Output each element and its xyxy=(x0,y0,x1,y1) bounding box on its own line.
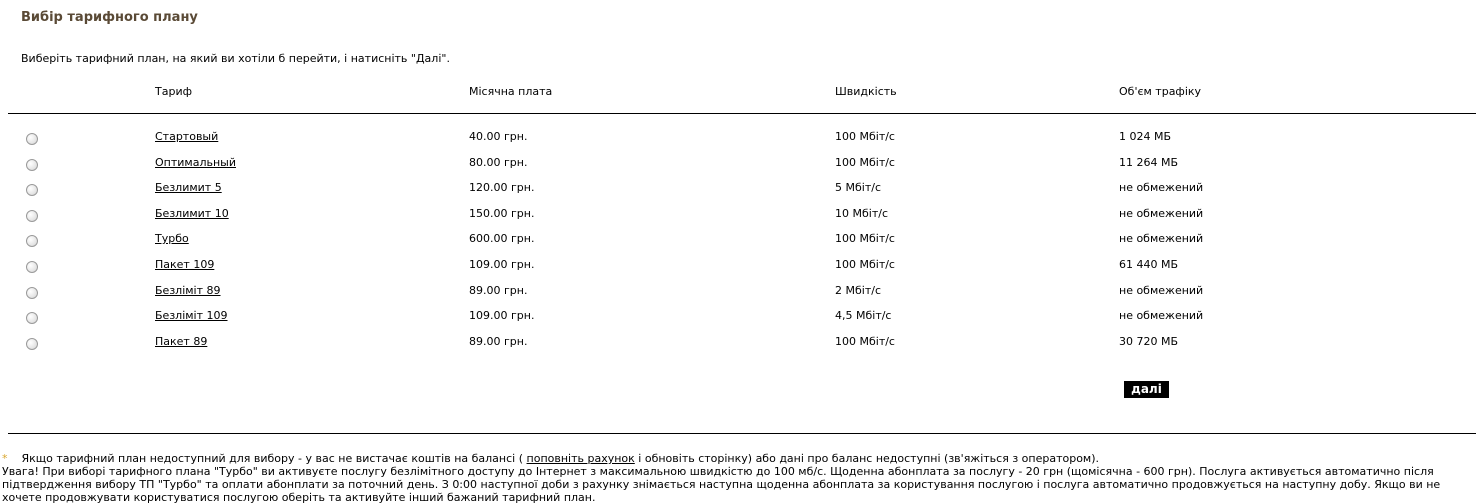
monthly-fee: 40.00 грн. xyxy=(469,130,528,143)
balance-note-text: Якщо тарифний план недоступний для вибору - у вас не вистачає коштів на балансі ( xyxy=(21,452,524,465)
tariff-row xyxy=(0,128,1483,148)
column-header-plan: Тариф xyxy=(155,85,192,98)
monthly-fee: 89.00 грн. xyxy=(469,335,528,348)
balance-note xyxy=(2,452,1472,465)
speed: 4,5 Мбіт/с xyxy=(835,309,892,322)
top-up-link[interactable]: поповніть рахунок xyxy=(526,452,635,465)
tariff-row xyxy=(0,205,1483,225)
monthly-fee: 109.00 грн. xyxy=(469,258,535,271)
tariff-name-link[interactable]: Безліміт 109 xyxy=(155,309,228,322)
tariff-radio[interactable] xyxy=(26,159,38,171)
tariff-row xyxy=(0,230,1483,250)
monthly-fee: 150.00 грн. xyxy=(469,207,535,220)
tariff-name-link[interactable]: Пакет 89 xyxy=(155,335,208,348)
column-header-monthly-fee: Місячна плата xyxy=(469,85,553,98)
speed: 10 Мбіт/с xyxy=(835,207,888,220)
balance-note-text-end: і обновіть сторінку) або дані про баланс недоступні (зв'яжіться з оператором). xyxy=(638,452,1100,465)
tariff-name-link[interactable]: Оптимальный xyxy=(155,156,236,169)
speed: 100 Мбіт/с xyxy=(835,232,895,245)
monthly-fee: 600.00 грн. xyxy=(469,232,535,245)
header-divider xyxy=(8,113,1476,114)
tariff-radio[interactable] xyxy=(26,210,38,222)
tariff-name-link[interactable]: Турбо xyxy=(155,232,189,245)
tariff-row xyxy=(0,333,1483,353)
traffic-volume: не обмежений xyxy=(1119,232,1204,245)
monthly-fee: 120.00 грн. xyxy=(469,181,535,194)
monthly-fee: 89.00 грн. xyxy=(469,284,528,297)
tariff-radio[interactable] xyxy=(26,235,38,247)
traffic-volume: не обмежений xyxy=(1119,284,1204,297)
tariff-name-link[interactable]: Безлимит 10 xyxy=(155,207,229,220)
tariff-radio[interactable] xyxy=(26,312,38,324)
tariff-radio[interactable] xyxy=(26,184,38,196)
page-title: Вибір тарифного плану xyxy=(21,10,198,25)
tariff-radio[interactable] xyxy=(26,133,38,145)
speed: 100 Мбіт/с xyxy=(835,156,895,169)
traffic-volume: не обмежений xyxy=(1119,181,1204,194)
traffic-volume: не обмежений xyxy=(1119,207,1204,220)
footer-divider xyxy=(8,433,1476,434)
asterisk-icon: * xyxy=(2,452,8,465)
tariff-radio[interactable] xyxy=(26,287,38,299)
speed: 2 Мбіт/с xyxy=(835,284,881,297)
traffic-volume: 61 440 МБ xyxy=(1119,258,1179,271)
speed: 5 Мбіт/с xyxy=(835,181,881,194)
tariff-row xyxy=(0,154,1483,174)
tariff-row xyxy=(0,179,1483,199)
tariff-name-link[interactable]: Пакет 109 xyxy=(155,258,215,271)
tariff-row xyxy=(0,282,1483,302)
monthly-fee: 109.00 грн. xyxy=(469,309,535,322)
column-header-speed: Швидкість xyxy=(835,85,897,98)
monthly-fee: 80.00 грн. xyxy=(469,156,528,169)
turbo-warning: Увага! При виборі тарифного плана "Турбо" ви активуєте послугу безлімітного доступу до Інтернет з максимальною швидкістю до 100 мб/с. Щоденна абонплата за послугу - 20 грн (щомісячна - 600 грн). Послуга активується автоматично після підтвердження вибору ТП "Турбо" та оплати абонплати за поточний день. З 0:00 наступної доби з рахунку знімається наступна щоденна абонплата за користування послугою і послуга автоматично продовжується на наступну добу. Якщо ви не хочете продовжувати користуватися послугою оберіть та активуйте інший бажаний тарифний план. xyxy=(2,465,1441,504)
traffic-volume: 11 264 МБ xyxy=(1119,156,1179,169)
tariff-name-link[interactable]: Безліміт 89 xyxy=(155,284,221,297)
tariff-row xyxy=(0,307,1483,327)
speed: 100 Мбіт/с xyxy=(835,258,895,271)
tariff-name-link[interactable]: Безлимит 5 xyxy=(155,181,222,194)
traffic-volume: 1 024 МБ xyxy=(1119,130,1172,143)
speed: 100 Мбіт/с xyxy=(835,130,895,143)
column-header-traffic: Об'єм трафіку xyxy=(1119,85,1202,98)
traffic-volume: 30 720 МБ xyxy=(1119,335,1179,348)
tariff-row xyxy=(0,256,1483,276)
footnotes xyxy=(2,452,1472,504)
tariff-radio[interactable] xyxy=(26,261,38,273)
tariff-radio[interactable] xyxy=(26,338,38,350)
traffic-volume: не обмежений xyxy=(1119,309,1204,322)
tariff-name-link[interactable]: Стартовый xyxy=(155,130,219,143)
next-button[interactable]: далі xyxy=(1124,381,1169,398)
instruction-text: Виберіть тарифний план, на який ви хотіли б перейти, і натисніть "Далі". xyxy=(21,52,450,65)
speed: 100 Мбіт/с xyxy=(835,335,895,348)
